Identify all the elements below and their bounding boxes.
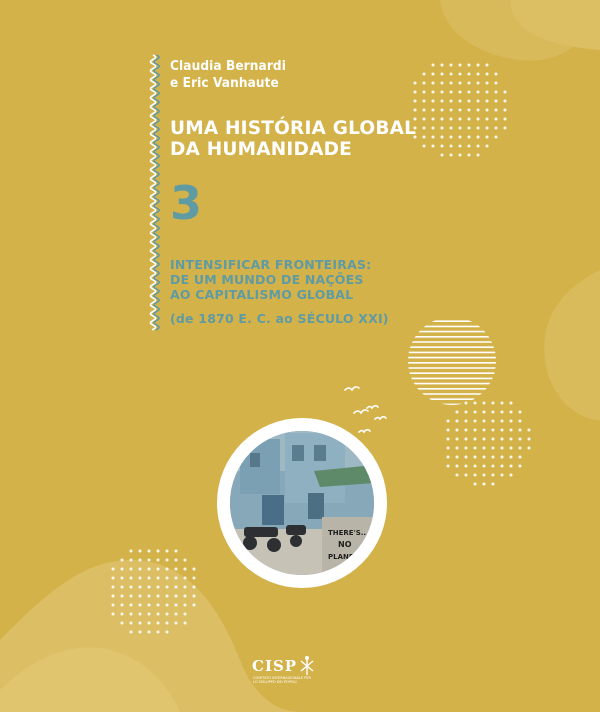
decor-dot <box>486 118 489 121</box>
decor-dot <box>486 91 489 94</box>
decor-dot <box>148 586 151 589</box>
author-line-2: e Eric Vanhaute <box>170 75 279 91</box>
decor-dot <box>528 447 531 450</box>
decor-dot <box>121 595 124 598</box>
decor-dot <box>519 411 522 414</box>
decor-dot <box>193 586 196 589</box>
decor-dot <box>193 595 196 598</box>
decor-dot <box>459 82 462 85</box>
decor-dot <box>474 420 477 423</box>
decor-dot <box>468 145 471 148</box>
decor-dot <box>157 568 160 571</box>
decor-dot <box>495 127 498 130</box>
decor-dot <box>175 550 178 553</box>
decor-dot <box>477 64 480 67</box>
decor-dot <box>459 118 462 121</box>
decor-dot <box>477 100 480 103</box>
decor-dot <box>483 465 486 468</box>
decor-dot <box>193 577 196 580</box>
decor-dot <box>166 622 169 625</box>
decor-dot <box>492 429 495 432</box>
decor-dot <box>483 483 486 486</box>
decor-dot <box>504 91 507 94</box>
decor-dot <box>486 145 489 148</box>
decor-dot <box>447 420 450 423</box>
decor-dot <box>112 568 115 571</box>
decor-dot <box>504 127 507 130</box>
decor-dot <box>166 568 169 571</box>
street-photo <box>230 431 374 575</box>
decor-dot <box>450 91 453 94</box>
decor-dot <box>459 91 462 94</box>
decor-dot <box>495 91 498 94</box>
decor-dot <box>501 447 504 450</box>
decor-dot <box>456 438 459 441</box>
decor-dot <box>468 118 471 121</box>
decor-dot <box>166 604 169 607</box>
decor-dot <box>139 613 142 616</box>
subtitle-line-1: INTENSIFICAR FRONTEIRAS: <box>170 257 372 272</box>
decor-dot <box>450 136 453 139</box>
decor-dot <box>184 613 187 616</box>
decor-dot <box>528 438 531 441</box>
decor-dot <box>465 474 468 477</box>
decor-dot <box>130 586 133 589</box>
decor-dot <box>483 402 486 405</box>
decor-dot <box>495 73 498 76</box>
decor-dot <box>492 474 495 477</box>
decor-dot <box>510 438 513 441</box>
decor-dot <box>459 73 462 76</box>
decor-dot <box>148 622 151 625</box>
graffiti-line-2: NO <box>338 540 352 549</box>
decor-dot <box>468 136 471 139</box>
decor-dot <box>492 438 495 441</box>
decor-dot <box>130 595 133 598</box>
decor-dot <box>492 402 495 405</box>
title-line-2: DA HUMANIDADE <box>170 139 352 160</box>
decor-dot <box>447 447 450 450</box>
decor-dot <box>486 73 489 76</box>
decor-dot <box>477 145 480 148</box>
decor-dot <box>175 613 178 616</box>
decor-dot <box>447 456 450 459</box>
decor-dot <box>495 100 498 103</box>
decor-dot <box>175 568 178 571</box>
decor-dot <box>519 438 522 441</box>
decor-dot <box>130 622 133 625</box>
decor-dot <box>166 613 169 616</box>
decor-dot <box>139 568 142 571</box>
decor-dot <box>166 559 169 562</box>
decor-dot <box>432 145 435 148</box>
decor-dot <box>468 73 471 76</box>
decor-dot <box>510 474 513 477</box>
decor-dot <box>501 438 504 441</box>
decor-dot <box>175 586 178 589</box>
dotted-circle-top <box>414 64 507 157</box>
decor-dot <box>148 577 151 580</box>
decor-dot <box>492 447 495 450</box>
decor-dot <box>486 109 489 112</box>
decor-dot <box>441 100 444 103</box>
decor-dot <box>459 136 462 139</box>
decor-dot <box>474 456 477 459</box>
decor-dot <box>486 127 489 130</box>
cisp-logo-icon <box>298 655 316 677</box>
decor-dot <box>139 577 142 580</box>
decor-dot <box>456 411 459 414</box>
decor-dot <box>468 127 471 130</box>
book-subtitle <box>170 257 371 302</box>
decor-dot <box>414 82 417 85</box>
decor-dot <box>184 604 187 607</box>
decor-dot <box>456 456 459 459</box>
decor-dot <box>483 438 486 441</box>
decor-dot <box>501 465 504 468</box>
decor-dot <box>477 82 480 85</box>
decor-dot <box>423 127 426 130</box>
decor-dot <box>121 613 124 616</box>
decor-dot <box>157 604 160 607</box>
decor-dot <box>456 429 459 432</box>
decor-dot <box>130 559 133 562</box>
decor-dot <box>468 82 471 85</box>
decor-dot <box>510 420 513 423</box>
decor-dot <box>510 429 513 432</box>
decor-dot <box>157 586 160 589</box>
decor-dot <box>501 402 504 405</box>
decor-dot <box>423 136 426 139</box>
decor-dot <box>465 447 468 450</box>
decor-dot <box>441 154 444 157</box>
decor-dot <box>519 429 522 432</box>
decor-dot <box>450 73 453 76</box>
decor-dot <box>441 64 444 67</box>
decor-dot <box>175 595 178 598</box>
decor-dot <box>501 429 504 432</box>
decor-dot <box>477 127 480 130</box>
decor-dot <box>441 82 444 85</box>
decor-dot <box>432 73 435 76</box>
decor-dot <box>510 411 513 414</box>
decor-dot <box>441 127 444 130</box>
decor-dot <box>184 595 187 598</box>
decor-dot <box>483 474 486 477</box>
decor-dot <box>130 613 133 616</box>
decor-dot <box>465 402 468 405</box>
decor-dot <box>148 613 151 616</box>
decor-dot <box>486 64 489 67</box>
decor-dot <box>495 109 498 112</box>
decor-dot <box>486 82 489 85</box>
decor-dot <box>157 577 160 580</box>
decor-dot <box>474 483 477 486</box>
decor-dot <box>414 100 417 103</box>
decor-dot <box>510 465 513 468</box>
decor-dot <box>432 100 435 103</box>
decor-dot <box>474 411 477 414</box>
decor-dot <box>474 438 477 441</box>
title-line-1: UMA HISTÓRIA GLOBAL <box>170 118 417 139</box>
decor-dot <box>477 118 480 121</box>
decor-dot <box>486 136 489 139</box>
decor-dot <box>486 100 489 103</box>
decor-dot <box>157 613 160 616</box>
decor-dot <box>139 595 142 598</box>
decor-dot <box>450 82 453 85</box>
decor-dot <box>492 456 495 459</box>
decor-dot <box>492 483 495 486</box>
decor-dot <box>474 429 477 432</box>
publisher-name: CISP <box>252 657 298 675</box>
decor-dot <box>477 136 480 139</box>
decor-dot <box>450 100 453 103</box>
decor-dot <box>184 559 187 562</box>
decor-dot <box>121 559 124 562</box>
decor-dot <box>148 604 151 607</box>
book-period: (de 1870 E. C. ao SÉCULO XXI) <box>170 311 389 326</box>
decor-dot <box>450 154 453 157</box>
decor-dot <box>414 91 417 94</box>
decor-dot <box>504 109 507 112</box>
decor-dot <box>148 568 151 571</box>
decor-dot <box>184 577 187 580</box>
decor-dot <box>193 568 196 571</box>
decor-dot <box>468 154 471 157</box>
decor-dot <box>492 420 495 423</box>
decor-dot <box>139 622 142 625</box>
decor-dot <box>468 91 471 94</box>
decor-dot <box>483 411 486 414</box>
decor-dot <box>441 109 444 112</box>
decor-dot <box>450 127 453 130</box>
decor-dot <box>474 402 477 405</box>
decor-dot <box>504 100 507 103</box>
decor-dot <box>184 622 187 625</box>
decor-dot <box>459 154 462 157</box>
decor-dot <box>495 118 498 121</box>
decor-dot <box>139 604 142 607</box>
striped-circle <box>400 316 500 404</box>
decor-dot <box>121 577 124 580</box>
decor-dot <box>483 456 486 459</box>
decor-dot <box>112 604 115 607</box>
decor-dot <box>112 613 115 616</box>
decor-dot <box>423 118 426 121</box>
decor-dot <box>495 136 498 139</box>
book-title <box>170 118 416 160</box>
decor-dot <box>483 429 486 432</box>
decor-dot <box>432 64 435 67</box>
decor-dot <box>447 465 450 468</box>
graffiti-line-3: PLANET B <box>328 553 367 561</box>
decor-dot <box>477 73 480 76</box>
decor-dot <box>157 622 160 625</box>
decor-dot <box>459 145 462 148</box>
decor-dot <box>477 109 480 112</box>
decor-dot <box>465 411 468 414</box>
decor-dot <box>166 631 169 634</box>
decor-dot <box>432 91 435 94</box>
subtitle-line-2: DE UM MUNDO DE NAÇÕES <box>170 272 364 287</box>
decor-dot <box>468 100 471 103</box>
decor-dot <box>519 456 522 459</box>
decor-dot <box>432 118 435 121</box>
decor-dot <box>166 595 169 598</box>
decor-dot <box>130 631 133 634</box>
decor-dot <box>504 118 507 121</box>
decor-dot <box>130 550 133 553</box>
decor-dot <box>423 82 426 85</box>
graffiti-line-1: THERE'S... <box>328 529 369 537</box>
decor-dot <box>432 127 435 130</box>
decor-dot <box>432 136 435 139</box>
authors <box>170 58 286 92</box>
decor-dot <box>459 64 462 67</box>
decor-dot <box>121 568 124 571</box>
decor-dot <box>139 559 142 562</box>
subtitle-line-3: AO CAPITALISMO GLOBAL <box>170 287 354 302</box>
decor-dot <box>175 604 178 607</box>
decor-dot <box>175 559 178 562</box>
decor-dot <box>112 586 115 589</box>
decor-dot <box>441 145 444 148</box>
decor-dot <box>447 438 450 441</box>
decor-dot <box>157 595 160 598</box>
decor-dot <box>519 465 522 468</box>
decor-dot <box>465 438 468 441</box>
decor-dot <box>139 550 142 553</box>
decor-dot <box>130 577 133 580</box>
decor-dot <box>465 456 468 459</box>
decor-dot <box>148 559 151 562</box>
decor-dot <box>166 577 169 580</box>
decor-dot <box>450 109 453 112</box>
decor-dot <box>474 447 477 450</box>
birds-icon <box>345 387 386 432</box>
decor-dot <box>492 411 495 414</box>
decor-dot <box>441 118 444 121</box>
decor-dot <box>510 447 513 450</box>
decor-dot <box>157 631 160 634</box>
decor-dot <box>456 447 459 450</box>
decor-dot <box>175 622 178 625</box>
decor-dot <box>501 411 504 414</box>
decor-dot <box>193 604 196 607</box>
decor-dot <box>112 595 115 598</box>
decor-dot <box>501 474 504 477</box>
decor-dot <box>166 586 169 589</box>
decor-dot <box>432 109 435 112</box>
decor-dot <box>148 631 151 634</box>
decor-dot <box>450 145 453 148</box>
decor-dot <box>148 595 151 598</box>
decor-dot <box>519 447 522 450</box>
cover-photo <box>217 418 387 588</box>
decor-dot <box>519 420 522 423</box>
publisher-tagline: COMITATO INTERNAZIONALE PER LO SVILUPPO DEI POPOLI <box>253 676 311 684</box>
decor-dot <box>166 550 169 553</box>
decor-dot <box>459 127 462 130</box>
decor-dot <box>423 100 426 103</box>
decor-dot <box>441 73 444 76</box>
decor-dot <box>121 604 124 607</box>
decor-dot <box>456 474 459 477</box>
decor-dot <box>130 604 133 607</box>
decor-dot <box>423 91 426 94</box>
decor-dot <box>432 82 435 85</box>
decor-dot <box>139 586 142 589</box>
decor-dot <box>495 82 498 85</box>
dotted-circle-right <box>447 402 531 486</box>
decor-dot <box>423 109 426 112</box>
decor-dot <box>501 420 504 423</box>
decor-dot <box>112 577 115 580</box>
decor-dot <box>474 474 477 477</box>
decor-dot <box>477 91 480 94</box>
decor-dot <box>414 109 417 112</box>
decor-dot <box>139 631 142 634</box>
decor-dot <box>468 109 471 112</box>
decor-dot <box>423 73 426 76</box>
decor-dot <box>456 420 459 423</box>
decor-dot <box>184 586 187 589</box>
decor-dot <box>465 465 468 468</box>
decor-dot <box>477 154 480 157</box>
decor-dot <box>465 420 468 423</box>
photo-illustration <box>230 431 374 575</box>
decor-dot <box>492 465 495 468</box>
decor-dot <box>121 586 124 589</box>
decor-dot <box>450 64 453 67</box>
decor-dot <box>483 420 486 423</box>
author-line-1: Claudia Bernardi <box>170 58 286 74</box>
decor-dot <box>157 559 160 562</box>
decor-dot <box>456 465 459 468</box>
decor-dot <box>121 622 124 625</box>
decor-dot <box>175 577 178 580</box>
decor-dot <box>423 145 426 148</box>
decor-dot <box>474 465 477 468</box>
decor-dot <box>468 64 471 67</box>
decor-dot <box>501 456 504 459</box>
decor-dot <box>510 402 513 405</box>
decor-dot <box>441 91 444 94</box>
decor-dot <box>130 568 133 571</box>
decor-dot <box>465 429 468 432</box>
decor-dot <box>483 447 486 450</box>
decor-dot <box>510 456 513 459</box>
decor-dot <box>450 118 453 121</box>
decor-dot <box>157 550 160 553</box>
decor-dot <box>459 100 462 103</box>
decor-dot <box>148 550 151 553</box>
decor-dot <box>184 568 187 571</box>
decor-dot <box>459 109 462 112</box>
decor-dot <box>447 429 450 432</box>
decor-dot <box>528 429 531 432</box>
volume-number: 3 <box>170 176 203 230</box>
decor-dot <box>441 136 444 139</box>
